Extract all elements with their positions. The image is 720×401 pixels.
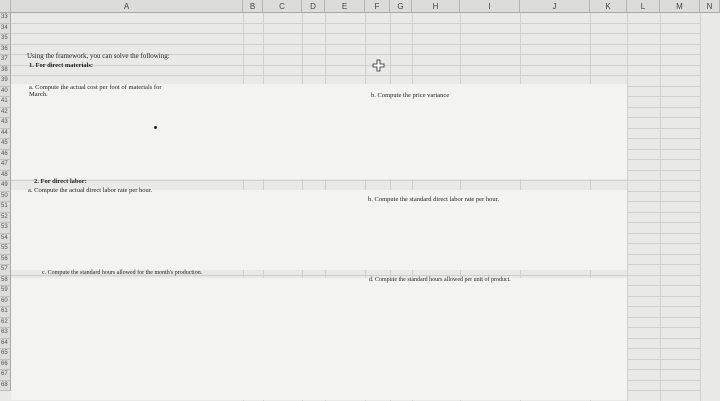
column-header-c[interactable]: C bbox=[263, 0, 302, 13]
answer-area-dl-a[interactable] bbox=[11, 190, 365, 270]
dm-question-b: b. Compute the price variance bbox=[371, 92, 450, 99]
row-header-49[interactable]: 49 bbox=[0, 181, 11, 192]
row-header-47[interactable]: 47 bbox=[0, 160, 11, 171]
column-header-l[interactable]: L bbox=[627, 0, 660, 13]
row-header-46[interactable]: 46 bbox=[0, 150, 11, 161]
row-gridline bbox=[11, 180, 700, 181]
column-header-f[interactable]: F bbox=[365, 0, 390, 13]
row-header-58[interactable]: 58 bbox=[0, 276, 11, 287]
row-header-40[interactable]: 40 bbox=[0, 87, 11, 98]
row-gridline bbox=[11, 75, 700, 76]
column-header-d[interactable]: D bbox=[302, 0, 325, 13]
column-gridline bbox=[700, 13, 701, 401]
answer-area-dm-a[interactable] bbox=[11, 84, 365, 179]
row-header-41[interactable]: 41 bbox=[0, 97, 11, 108]
row-header-45[interactable]: 45 bbox=[0, 139, 11, 150]
select-all-corner[interactable] bbox=[0, 0, 11, 13]
column-header-i[interactable]: I bbox=[460, 0, 520, 13]
column-header-b[interactable]: B bbox=[243, 0, 263, 13]
dl-question-d: d. Compute the standard hours allowed per unit of product. bbox=[369, 277, 511, 283]
direct-labor-heading: 2. For direct labor: bbox=[34, 178, 87, 185]
row-header-60[interactable]: 60 bbox=[0, 297, 11, 308]
column-gridline bbox=[627, 13, 628, 401]
row-header-37[interactable]: 37 bbox=[0, 55, 11, 66]
dm-question-a-line2: March. bbox=[29, 91, 48, 98]
column-header-j[interactable]: J bbox=[520, 0, 590, 13]
row-header-33[interactable]: 33 bbox=[0, 13, 11, 24]
row-gridline bbox=[11, 33, 700, 34]
row-header-44[interactable]: 44 bbox=[0, 129, 11, 140]
column-header-h[interactable]: H bbox=[412, 0, 460, 13]
column-header-n[interactable]: N bbox=[700, 0, 720, 13]
row-header-36[interactable]: 36 bbox=[0, 45, 11, 56]
row-header-55[interactable]: 55 bbox=[0, 244, 11, 255]
stray-dot-mark bbox=[154, 126, 157, 129]
intro-text: Using the framework, you can solve the following: bbox=[27, 52, 170, 60]
dl-question-a: a. Compute the actual direct labor rate per hour. bbox=[28, 187, 153, 194]
column-header-m[interactable]: M bbox=[660, 0, 700, 13]
row-header-51[interactable]: 51 bbox=[0, 202, 11, 213]
row-header-39[interactable]: 39 bbox=[0, 76, 11, 87]
row-header-48[interactable]: 48 bbox=[0, 171, 11, 182]
answer-area-dl-d[interactable] bbox=[365, 278, 627, 400]
row-header-65[interactable]: 65 bbox=[0, 349, 11, 360]
column-gridline bbox=[660, 13, 661, 401]
dm-question-a-line1: a. Compute the actual cost per foot of materials for bbox=[29, 84, 162, 91]
row-header-57[interactable]: 57 bbox=[0, 265, 11, 276]
row-header-64[interactable]: 64 bbox=[0, 339, 11, 350]
row-header-54[interactable]: 54 bbox=[0, 234, 11, 245]
row-gridline bbox=[11, 65, 700, 66]
row-gridline bbox=[11, 23, 700, 24]
column-header-a[interactable]: A bbox=[11, 0, 243, 13]
row-header-38[interactable]: 38 bbox=[0, 66, 11, 77]
row-header-62[interactable]: 62 bbox=[0, 318, 11, 329]
row-header-53[interactable]: 53 bbox=[0, 223, 11, 234]
row-header-66[interactable]: 66 bbox=[0, 360, 11, 371]
column-header-g[interactable]: G bbox=[390, 0, 412, 13]
row-header-50[interactable]: 50 bbox=[0, 192, 11, 203]
dl-question-b: b. Compute the standard direct labor rate per hour. bbox=[368, 196, 500, 203]
row-header-35[interactable]: 35 bbox=[0, 34, 11, 45]
cell-cursor-plus-icon bbox=[373, 60, 384, 71]
row-gridline bbox=[11, 44, 700, 45]
dl-question-c: c. Compute the standard hours allowed for the month's production. bbox=[42, 270, 203, 276]
answer-area-dl-c[interactable] bbox=[11, 278, 365, 400]
direct-materials-heading: 1. For direct materials: bbox=[29, 62, 94, 69]
row-header-68[interactable]: 68 bbox=[0, 381, 11, 392]
row-header-67[interactable]: 67 bbox=[0, 370, 11, 381]
column-header-k[interactable]: K bbox=[590, 0, 627, 13]
row-header-42[interactable]: 42 bbox=[0, 108, 11, 119]
row-header-34[interactable]: 34 bbox=[0, 24, 11, 35]
row-header-56[interactable]: 56 bbox=[0, 255, 11, 266]
row-header-61[interactable]: 61 bbox=[0, 307, 11, 318]
row-header-52[interactable]: 52 bbox=[0, 213, 11, 224]
row-header-59[interactable]: 59 bbox=[0, 286, 11, 297]
row-header-43[interactable]: 43 bbox=[0, 118, 11, 129]
column-header-e[interactable]: E bbox=[325, 0, 365, 13]
row-header-63[interactable]: 63 bbox=[0, 328, 11, 339]
